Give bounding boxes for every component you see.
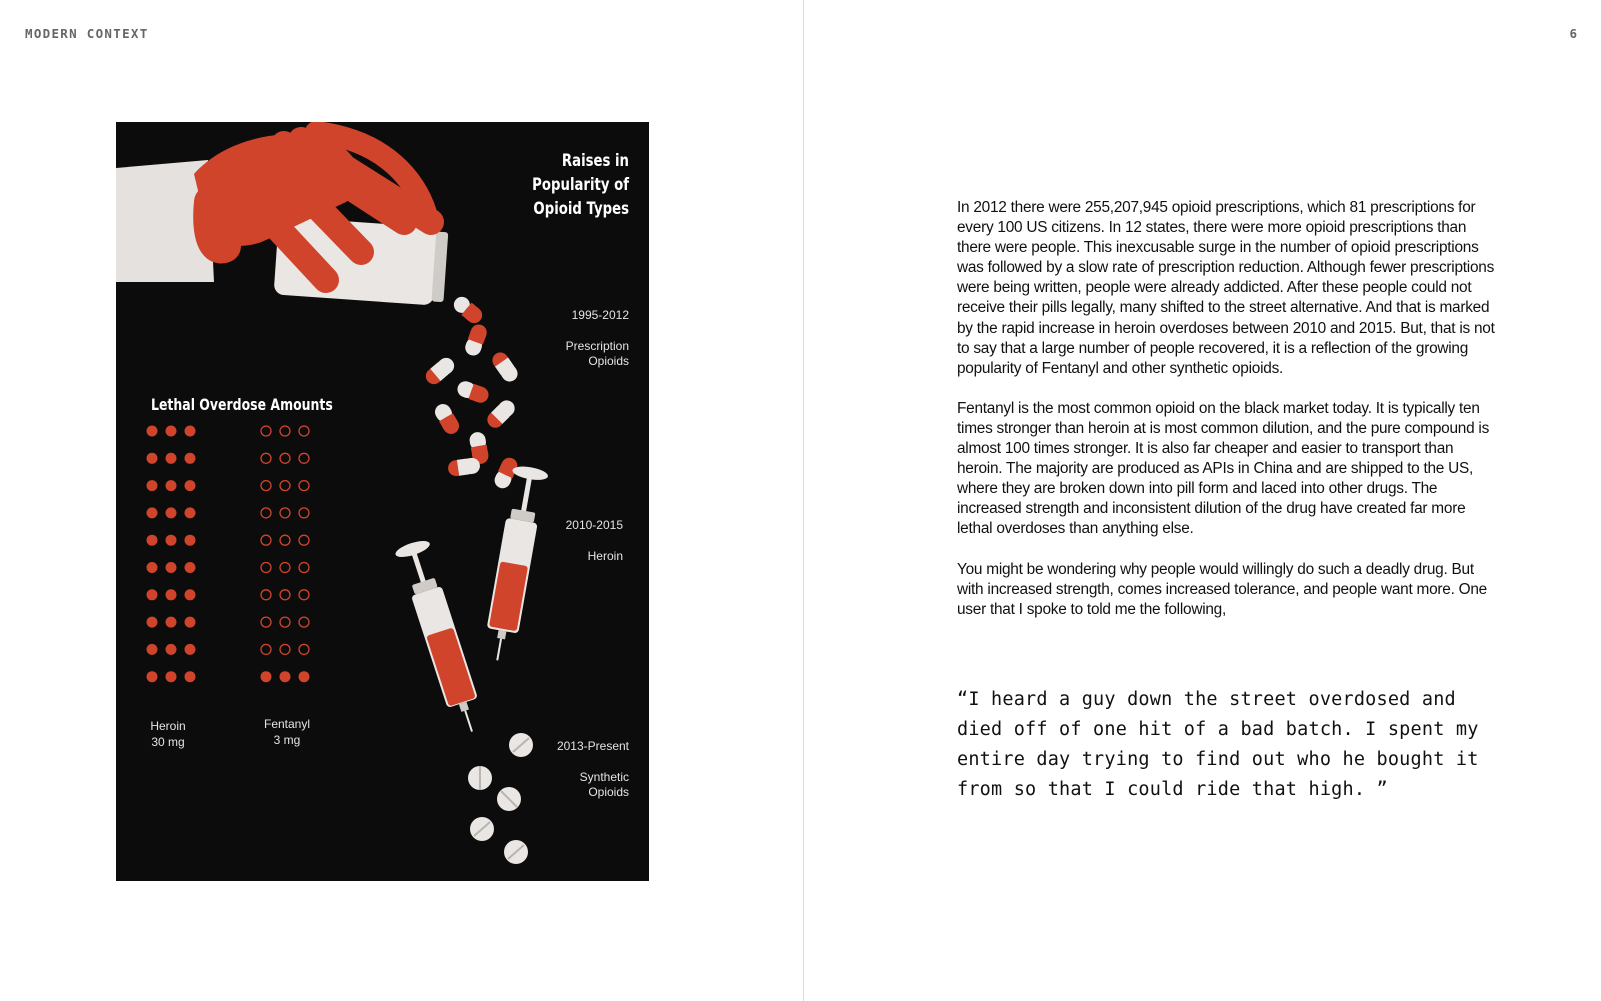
article-paragraph: You might be wondering why people would willingly do such a deadly drug. But with increased strength, comes increased tolerance, and people want more. One user that I spoke to told me the following, [957,560,1487,618]
heroin-dot [166,507,177,518]
capsule-icon [423,355,458,388]
heroin-dot [166,617,177,628]
tablet-icon [504,840,528,864]
syringe-icon [394,538,489,737]
fentanyl-dot [261,644,271,654]
heroin-dot [147,671,158,682]
capsule-icon [463,322,489,358]
heroin-dot [166,480,177,491]
heroin-dot [147,480,158,491]
heroin-dot [185,589,196,600]
syringe-icon [480,464,549,663]
fentanyl-dot [299,590,309,600]
capsules-group [423,294,521,491]
fentanyl-dot [261,563,271,573]
heroin-dot [185,453,196,464]
tablet-icon [509,733,533,757]
heroin-dot [166,589,177,600]
heroin-dot [147,589,158,600]
capsule-icon [451,294,486,327]
fentanyl-dot [261,426,271,436]
capsule-icon [447,457,481,477]
fentanyl-dot [280,535,290,545]
fentanyl-dot [299,644,309,654]
fentanyl-dot [299,508,309,518]
fentanyl-dot [280,563,290,573]
heroin-dot [185,617,196,628]
heroin-dot [185,671,196,682]
era-label-synthetic [557,723,629,801]
capsule-icon [455,379,491,405]
heroin-dot [185,535,196,546]
article-paragraph: In 2012 there were 255,207,945 opioid prescriptions, which 81 prescriptions for every 100 US citizens. In 12 states, there were more opioid prescriptions than there were people. This inexcusable surge in the number of opioid prescriptions was followed by a slow rate of prescription reduction. Although fewer prescriptions were being written, people were already addicted. After these people could not receive their pills legally, many shifted to the street alternative. And that is marked by the rapid increase in heroin overdoses between 2010 and 2015. But, that is not to say that a large number of people recovered, it is a reflection of the growing popularity of Fentanyl and other synthetic opioids. [957,199,1495,377]
fentanyl-dot [299,426,309,436]
heroin-dot [166,535,177,546]
era-name: Prescription Opioids [565,338,629,368]
era-label-prescription [566,292,629,370]
fentanyl-dot [280,508,290,518]
fentanyl-dot [261,617,271,627]
lethal-dose-dot-grid [147,426,310,683]
era-years: 1995-2012 [571,307,629,322]
heroin-dot [166,671,177,682]
heroin-dot [147,617,158,628]
fentanyl-dot [280,671,291,682]
capsule-icon [432,401,462,437]
capsule-icon [484,397,518,431]
fentanyl-dot [280,617,290,627]
heroin-dot [147,507,158,518]
pull-quote: “I heard a guy down the street overdosed and died off of one hit of a bad batch. I spent my entire day trying to find out who he bought it from so that I could ride that high. ” [957,689,1479,800]
fentanyl-dot [299,453,309,463]
dose-label-heroin [123,719,213,750]
dose-amount: 3 mg [273,732,301,747]
heroin-dot [147,535,158,546]
heroin-dot [147,426,158,437]
heroin-dot [166,644,177,655]
heroin-dot [185,507,196,518]
poster-title: Raises in Popularity of Opioid Types [532,151,629,219]
fentanyl-dot [261,508,271,518]
heroin-dot [166,562,177,573]
fentanyl-dot [280,481,290,491]
heroin-dot [166,453,177,464]
era-years: 2013-Present [556,738,629,753]
era-label-heroin [566,502,623,564]
fentanyl-dot [280,453,290,463]
heroin-dot [185,644,196,655]
fentanyl-dot [280,644,290,654]
dose-amount: 30 mg [151,734,185,749]
tablet-icon [470,817,494,841]
heroin-dot [185,480,196,491]
fentanyl-dot [299,535,309,545]
section-label: MODERN CONTEXT [25,26,149,41]
era-years: 2010-2015 [565,517,623,532]
heroin-dot [147,562,158,573]
tablet-icon [497,787,521,811]
heroin-dot [147,453,158,464]
tablet-icon [468,766,492,790]
lethal-dose-heading: Lethal Overdose Amounts [151,395,333,414]
fentanyl-dot [299,671,310,682]
heroin-dot [185,562,196,573]
heroin-dot [147,644,158,655]
page-number: 6 [1569,26,1577,41]
fentanyl-dot [299,481,309,491]
dose-drug: Heroin [150,719,186,733]
infographic-poster [116,122,649,881]
heroin-dot [185,426,196,437]
dose-label-fentanyl [242,717,332,748]
capsule-icon [489,349,520,384]
heroin-dot [166,426,177,437]
fentanyl-dot [280,426,290,436]
fentanyl-dot [261,453,271,463]
fentanyl-dot [261,671,272,682]
article-body [957,198,1502,640]
article-paragraph: Fentanyl is the most common opioid on the black market today. It is typically ten times stronger than heroin at is most common dilution, and the pure compound is almost 100 times stronger. It is also far cheaper and easier to transport than heroin. The majority are produced as APIs in China and are shipped to the US, where they are broken down into pill form and laced into other drugs. The increased strength and inconsistent dilution of the drug have created far more lethal overdoses than anything else. [957,399,1490,538]
era-name: Synthetic Opioids [579,769,629,799]
fentanyl-dot [299,563,309,573]
tablets-group [468,733,533,864]
era-name: Heroin [587,548,623,563]
fentanyl-dot [280,590,290,600]
dose-drug: Fentanyl [263,717,311,731]
fentanyl-dot [261,535,271,545]
fentanyl-dot [299,617,309,627]
fentanyl-dot [261,481,271,491]
fentanyl-dot [261,590,271,600]
